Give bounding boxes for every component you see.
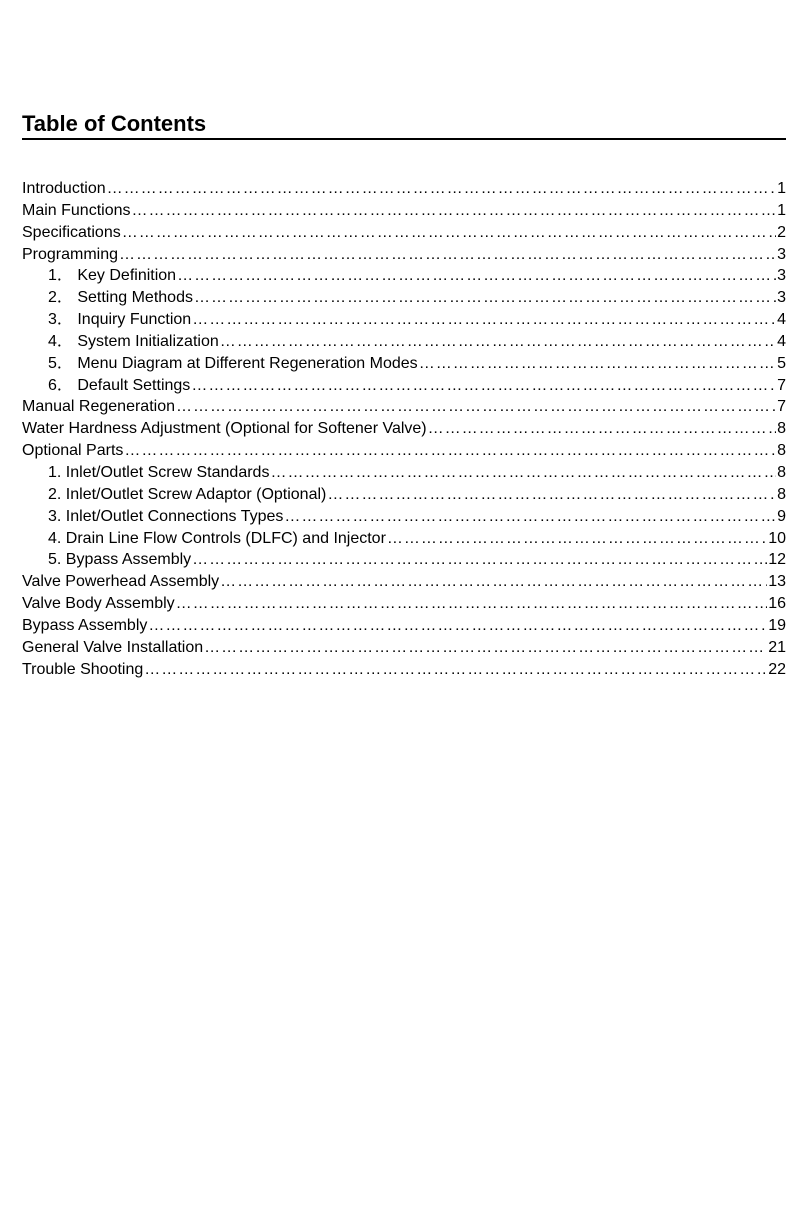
- toc-leader-dots: [122, 222, 776, 244]
- toc-leader-dots: [204, 637, 767, 659]
- toc-entry-label: Valve Body Assembly: [22, 595, 175, 613]
- toc-entry-page-number: 4: [777, 311, 786, 329]
- toc-entry-page-number: 7: [777, 398, 786, 416]
- toc-entry[interactable]: [22, 440, 786, 462]
- toc-entry-label: Trouble Shooting: [22, 660, 144, 678]
- toc-list: [22, 178, 786, 680]
- toc-leader-dots: [176, 593, 768, 615]
- toc-entry-page-number: 7: [777, 376, 786, 394]
- toc-leader-dots: [176, 396, 776, 418]
- toc-entry[interactable]: [22, 462, 786, 484]
- toc-leader-dots: [148, 615, 767, 637]
- toc-entry-page-number: 3: [777, 289, 786, 307]
- toc-entry-label: Introduction: [22, 180, 106, 197]
- toc-entry-page-number: 3: [777, 267, 786, 285]
- toc-entry-page-number: 1: [777, 201, 786, 219]
- toc-leader-dots: [124, 440, 776, 462]
- toc-entry-label: General Valve Installation: [22, 638, 204, 656]
- toc-entry-label: Main Functions: [22, 201, 131, 219]
- toc-entry[interactable]: [22, 265, 786, 287]
- toc-entry-page-number: 8: [777, 463, 786, 481]
- toc-entry-label: 1． Key Definition: [48, 267, 177, 285]
- toc-entry-page-number: 12: [768, 551, 786, 569]
- toc-entry-page-number: 10: [768, 529, 786, 547]
- toc-entry-label: Bypass Assembly: [22, 616, 148, 634]
- toc-entry[interactable]: [22, 593, 786, 615]
- toc-entry-label: 2. Inlet/Outlet Screw Adaptor (Optional): [48, 485, 327, 503]
- toc-entry[interactable]: [22, 375, 786, 397]
- toc-entry-page-number: 9: [777, 507, 786, 525]
- toc-entry[interactable]: [22, 178, 786, 200]
- toc-entry-page-number: 2: [777, 223, 786, 241]
- toc-entry-page-number: 4: [777, 332, 786, 350]
- toc-leader-dots: [284, 506, 776, 528]
- toc-entry[interactable]: [22, 396, 786, 418]
- toc-entry-page-number: 21: [768, 638, 786, 656]
- toc-entry[interactable]: [22, 528, 786, 550]
- toc-entry-label: 1. Inlet/Outlet Screw Standards: [48, 463, 270, 481]
- toc-entry-label: Valve Powerhead Assembly: [22, 573, 220, 591]
- toc-entry-page-number: 16: [768, 595, 786, 613]
- toc-leader-dots: [144, 659, 767, 681]
- toc-entry-page-number: 8: [777, 485, 786, 503]
- toc-entry-page-number: 5: [777, 354, 786, 372]
- page-title: Table of Contents: [22, 110, 786, 140]
- toc-entry-page-number: 13: [768, 573, 786, 591]
- toc-entry[interactable]: [22, 549, 786, 571]
- toc-entry[interactable]: [22, 571, 786, 593]
- toc-entry-label: 5． Menu Diagram at Different Regeneration Modes: [48, 354, 418, 372]
- toc-entry-page-number: 8: [777, 420, 786, 438]
- toc-leader-dots: [428, 418, 776, 440]
- toc-entry[interactable]: [22, 244, 786, 266]
- toc-leader-dots: [107, 178, 776, 200]
- toc-entry[interactable]: [22, 222, 786, 244]
- toc-entry-label: 5. Bypass Assembly: [48, 551, 192, 569]
- toc-entry[interactable]: [22, 659, 786, 681]
- toc-entry-page-number: 3: [777, 245, 786, 263]
- toc-entry-label: 4． System Initialization: [48, 332, 219, 350]
- toc-entry-page-number: 8: [777, 442, 786, 460]
- toc-entry-label: 4. Drain Line Flow Controls (DLFC) and Injector: [48, 529, 386, 547]
- toc-leader-dots: [192, 309, 776, 331]
- toc-leader-dots: [132, 200, 777, 222]
- toc-leader-dots: [419, 353, 776, 375]
- toc-entry[interactable]: [22, 331, 786, 353]
- toc-entry-page-number: 22: [768, 660, 786, 678]
- toc-leader-dots: [194, 287, 776, 309]
- toc-entry[interactable]: [22, 637, 786, 659]
- toc-entry[interactable]: [22, 287, 786, 309]
- toc-entry-label: Water Hardness Adjustment (Optional for Softener Valve): [22, 420, 427, 438]
- toc-entry[interactable]: [22, 353, 786, 375]
- toc-leader-dots: [220, 571, 767, 593]
- toc-entry-label: Programming: [22, 245, 119, 263]
- toc-entry[interactable]: [22, 484, 786, 506]
- toc-entry-label: Specifications: [22, 223, 121, 241]
- toc-leader-dots: [220, 331, 776, 353]
- toc-entry[interactable]: [22, 200, 786, 222]
- toc-leader-dots: [192, 549, 767, 571]
- toc-entry-label: Manual Regeneration: [22, 398, 175, 416]
- toc-entry-page-number: 19: [768, 616, 786, 634]
- toc-leader-dots: [327, 484, 776, 506]
- toc-leader-dots: [387, 528, 767, 550]
- toc-leader-dots: [119, 244, 776, 266]
- toc-leader-dots: [177, 265, 776, 287]
- toc-entry-label: 6． Default Settings: [48, 376, 191, 394]
- toc-entry[interactable]: [22, 615, 786, 637]
- toc-entry[interactable]: [22, 309, 786, 331]
- toc-entry-label: 2． Setting Methods: [48, 289, 193, 307]
- toc-entry-label: 3. Inlet/Outlet Connections Types: [48, 507, 284, 525]
- toc-entry[interactable]: [22, 506, 786, 528]
- toc-leader-dots: [270, 462, 776, 484]
- toc-entry-label: Optional Parts: [22, 442, 124, 460]
- toc-entry[interactable]: [22, 418, 786, 440]
- toc-entry-page-number: 1: [777, 180, 786, 197]
- toc-entry-label: 3． Inquiry Function: [48, 311, 192, 329]
- toc-leader-dots: [191, 375, 776, 397]
